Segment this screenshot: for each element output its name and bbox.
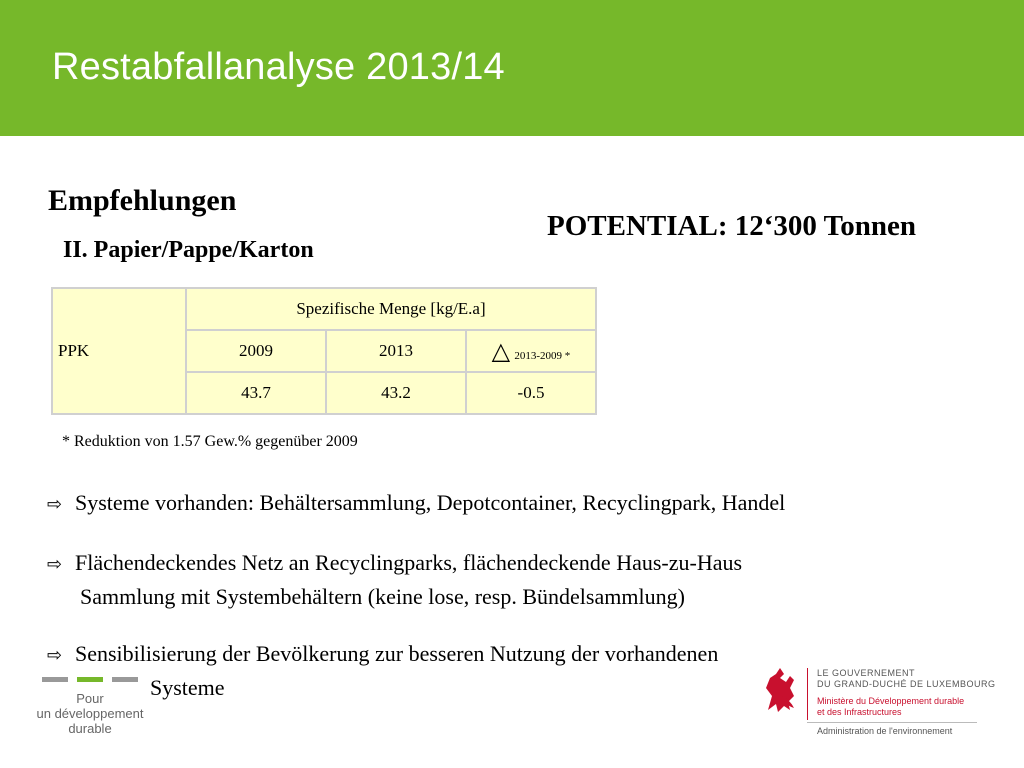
arrow-right-icon: ⇨ — [47, 645, 63, 666]
logo-dash-green — [77, 677, 103, 682]
bullet-text: Sensibilisierung der Bevölkerung zur besseren Nutzung der vorhandenen — [75, 641, 719, 666]
col-header-2009: 2009 — [186, 330, 326, 372]
bullet-text-continued: Systeme — [150, 675, 225, 700]
ministry-line: Ministère du Développement durable — [817, 696, 965, 706]
ppk-table — [51, 287, 597, 415]
value-delta: -0.5 — [466, 372, 596, 414]
administration-name: Administration de l'environnement — [817, 726, 953, 736]
bullet-systems — [47, 487, 947, 521]
table-row — [52, 288, 596, 330]
logo-text-line: un développement — [36, 706, 144, 721]
sustainable-development-logo — [30, 677, 150, 736]
bullet-text-continued: Sammlung mit Systembehältern (keine lose, resp. Bündelsammlung) — [80, 584, 685, 609]
group-header: Spezifische Menge [kg/E.a] — [186, 288, 596, 330]
footnote: * Reduktion von 1.57 Gew.% gegenüber 2009 — [62, 433, 358, 450]
admin-divider — [807, 722, 977, 723]
arrow-right-icon: ⇨ — [47, 554, 63, 575]
gov-line: LE GOUVERNEMENT — [817, 668, 916, 678]
logo-dash — [42, 677, 68, 682]
section-subtitle: II. Papier/Pappe/Karton — [63, 237, 314, 263]
arrow-right-icon: ⇨ — [47, 494, 63, 515]
government-logo — [760, 666, 1000, 746]
ministry-line: et des Infrastructures — [817, 707, 902, 717]
logo-dash — [112, 677, 138, 682]
potential-label: POTENTIAL: 12‘300 Tonnen — [547, 210, 917, 242]
logo-text-line: Pour — [76, 691, 104, 706]
gov-line: DU GRAND-DUCHÉ DE LUXEMBOURG — [817, 679, 996, 689]
value-2009: 43.7 — [186, 372, 326, 414]
col-header-2013: 2013 — [326, 330, 466, 372]
logo-dashes — [30, 677, 150, 685]
bullet-text: Systeme vorhanden: Behältersammlung, Depotcontainer, Recyclingpark, Handel — [75, 490, 786, 515]
value-2013: 43.2 — [326, 372, 466, 414]
section-title: Empfehlungen — [48, 184, 237, 217]
delta-icon: △ — [491, 337, 511, 365]
government-name — [817, 668, 996, 690]
bullet-network — [47, 547, 947, 613]
logo-divider — [807, 668, 808, 720]
col-header-delta — [466, 330, 596, 372]
bullet-text: Flächendeckendes Netz an Recyclingparks, flächendeckende Haus-zu-Haus — [75, 550, 743, 575]
row-label-ppk: PPK — [52, 288, 186, 414]
logo-text-line: durable — [68, 721, 112, 736]
delta-label: 2013-2009 * — [514, 350, 571, 362]
ministry-name — [817, 696, 964, 718]
page-title: Restabfallanalyse 2013/14 — [52, 46, 505, 88]
header-bar — [0, 0, 1024, 136]
lion-icon — [760, 666, 800, 716]
